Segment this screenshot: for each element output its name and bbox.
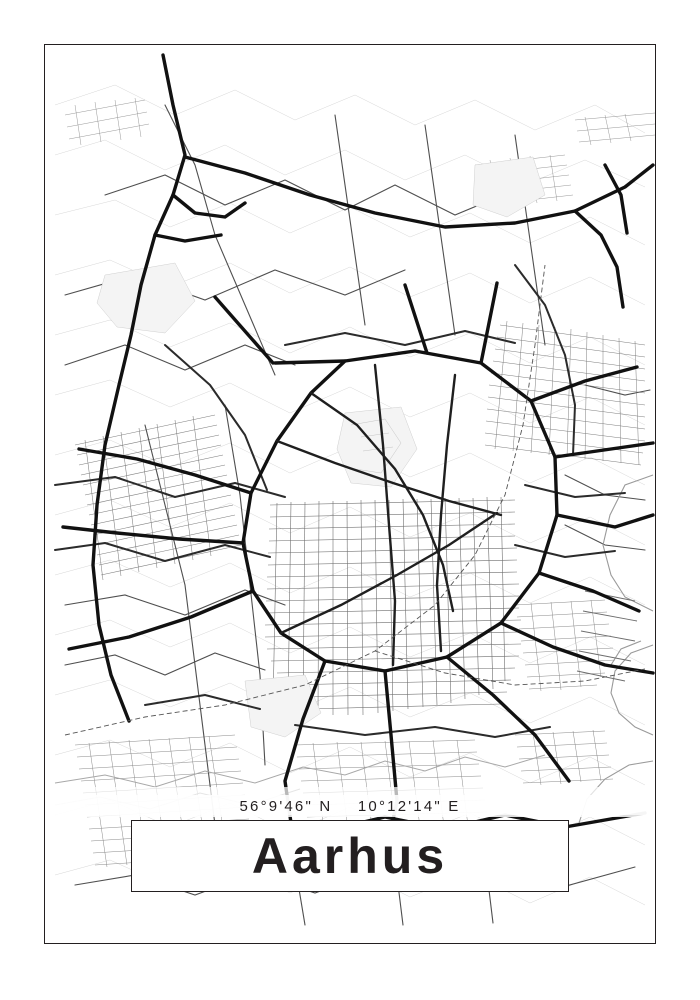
city-title-box — [131, 820, 569, 892]
coordinates-label: 56°9'46" N 10°12'14" E — [45, 795, 655, 817]
city-title: Aarhus — [251, 828, 449, 884]
map-frame — [44, 44, 656, 944]
